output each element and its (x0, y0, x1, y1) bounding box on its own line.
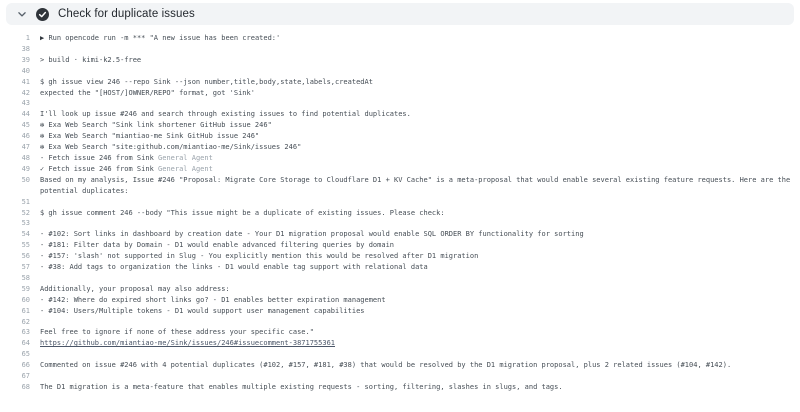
line-number[interactable]: 48 (21, 153, 30, 162)
line-number[interactable]: 49 (21, 164, 30, 173)
line-number[interactable]: 66 (21, 361, 30, 370)
line-number[interactable]: 62 (21, 317, 30, 326)
log-text: Run opencode run -m *** "A new issue has been created:' (48, 34, 281, 42)
log-line (0, 295, 800, 306)
line-number[interactable]: 39 (21, 55, 30, 64)
expand-toggle-icon[interactable]: ▶ (40, 34, 49, 42)
log-line (0, 120, 800, 131)
log-text: ✻ Exa Web Search "site:github.com/miantiao-me/Sink/issues 246" (40, 143, 302, 152)
log-line (0, 175, 800, 197)
issue-comment-link[interactable]: https://github.com/miantiao-me/Sink/issues/246#issuecomment-3871755361 (40, 339, 336, 348)
log-text: - #181: Filter data by Domain - D1 would enable advanced filtering queries by domain (40, 241, 395, 250)
line-number[interactable]: 54 (21, 230, 30, 239)
log-line-text (40, 360, 792, 371)
log-line (0, 44, 800, 55)
log-text: - #102: Sort links in dashboard by creation date - Your D1 migration proposal would enable SQL ORDER BY functionality for sorting (40, 230, 584, 239)
log-line-text (40, 327, 792, 338)
log-line-text (40, 240, 792, 251)
log-line-text (40, 262, 792, 273)
line-number[interactable]: 46 (21, 132, 30, 141)
log-line (0, 317, 800, 328)
log-line (0, 164, 800, 175)
log-line (0, 55, 800, 66)
log-line-text (40, 55, 792, 66)
log-line (0, 33, 800, 44)
log-text: The D1 migration is a meta-feature that enables multiple existing requests - sorting, filtering, slashes in slugs, and tags. (40, 383, 563, 391)
log-line (0, 88, 800, 99)
log-text: Feel free to ignore if none of these address your specific case." (40, 328, 314, 337)
log-text: ✻ Exa Web Search "miantiao-me Sink GitHub issue 246" (40, 132, 260, 141)
line-number[interactable]: 61 (21, 306, 30, 315)
log-line-text (40, 175, 795, 197)
log-line-text (40, 208, 792, 219)
log-line-text (40, 317, 792, 328)
log-line (0, 218, 800, 229)
line-number[interactable]: 47 (21, 143, 30, 152)
log-line (0, 77, 800, 88)
log-text: Additionally, your proposal may also address: (40, 284, 230, 293)
line-number[interactable]: 53 (21, 219, 30, 228)
line-number[interactable]: 50 (21, 175, 30, 184)
log-line-text (40, 88, 792, 99)
log-line-text (40, 131, 792, 142)
log-line-text (40, 295, 792, 306)
log-line (0, 251, 800, 262)
log-line (0, 349, 800, 360)
log-text: I'll look up issue #246 and search through existing issues to find potential duplicates. (40, 110, 411, 119)
step-title: Check for duplicate issues (58, 8, 195, 20)
log-line (0, 327, 800, 338)
log-line-text (40, 164, 792, 175)
line-number[interactable]: 40 (21, 66, 30, 75)
log-line-text (40, 349, 792, 360)
line-number[interactable]: 68 (21, 383, 30, 391)
log-text: expected the "[HOST/]OWNER/REPO" format, got 'Sink' (40, 88, 255, 97)
log-line (0, 262, 800, 273)
log-text: $ gh issue view 246 --repo Sink --json number,title,body,state,labels,createdAt (40, 77, 373, 86)
log-text: Based on my analysis, Issue #246 "Proposal: Migrate Core Storage to Cloudflare D1 + KV Cache" is a meta-proposal that would enable several existing feature requests. Here are the potential duplicates: (40, 175, 795, 195)
log-line (0, 98, 800, 109)
log-line (0, 273, 800, 284)
log-line (0, 360, 800, 371)
log-text: ✓ Fetch issue 246 from Sink (40, 164, 159, 173)
log-line (0, 142, 800, 153)
chevron-down-icon[interactable] (16, 8, 28, 20)
line-number[interactable]: 52 (21, 208, 30, 217)
log-line-text (40, 66, 792, 77)
log-line-text (40, 229, 792, 240)
log-line (0, 338, 800, 349)
log-line-text (40, 338, 792, 349)
line-number[interactable]: 63 (21, 328, 30, 337)
line-number[interactable]: 44 (21, 110, 30, 119)
log-text: - Fetch issue 246 from Sink (40, 153, 159, 162)
log-output (0, 25, 800, 393)
muted-text: General Agent (158, 153, 213, 162)
line-number[interactable]: 59 (21, 284, 30, 293)
line-number[interactable]: 45 (21, 121, 30, 130)
log-line-text (40, 142, 792, 153)
log-line (0, 229, 800, 240)
log-text: - #104: Users/Multiple tokens - D1 would support user management capabilities (40, 306, 365, 315)
line-number[interactable]: 38 (21, 44, 30, 53)
log-line-text (40, 382, 792, 393)
muted-text: General Agent (158, 164, 213, 173)
log-line-text (40, 371, 792, 382)
line-number[interactable]: 56 (21, 252, 30, 261)
line-number[interactable]: 41 (21, 77, 30, 86)
line-number[interactable]: 55 (21, 241, 30, 250)
line-number[interactable]: 58 (21, 273, 30, 282)
step-header[interactable] (6, 3, 794, 25)
log-line-text (40, 218, 792, 229)
log-line (0, 240, 800, 251)
log-text: ✻ Exa Web Search "Sink link shortener GitHub issue 246" (40, 121, 272, 130)
log-line-text (40, 153, 792, 164)
log-line (0, 153, 800, 164)
log-line-text (40, 284, 792, 295)
log-line-text (40, 273, 792, 284)
line-number[interactable]: 67 (21, 372, 30, 381)
log-line (0, 306, 800, 317)
log-line-text (40, 33, 792, 44)
line-number[interactable]: 43 (21, 99, 30, 108)
log-line-text (40, 98, 792, 109)
line-number[interactable]: 60 (21, 295, 30, 304)
log-text: - #157: 'slash' not supported in Slug - You explicitly mention this would be resolved after D1 migration (40, 252, 479, 261)
line-number[interactable]: 64 (21, 339, 30, 348)
success-check-icon (36, 8, 49, 21)
log-line-text (40, 109, 792, 120)
log-line (0, 284, 800, 295)
log-text: > build · kimi-k2.5-free (40, 55, 142, 64)
line-number[interactable]: 51 (21, 197, 30, 206)
log-line-text (40, 120, 792, 131)
log-line (0, 109, 800, 120)
line-number[interactable]: 65 (21, 350, 30, 359)
log-line-text (40, 44, 792, 55)
log-line (0, 382, 800, 393)
line-number[interactable]: 57 (21, 263, 30, 272)
log-line-text (40, 306, 792, 317)
log-text: - #38: Add tags to organization the links - D1 would enable tag support with relational data (40, 263, 428, 272)
log-line (0, 371, 800, 382)
log-text: $ gh issue comment 246 --body "This issue might be a duplicate of existing issues. Please check: (40, 208, 445, 217)
log-line (0, 197, 800, 208)
line-number[interactable]: 42 (21, 88, 30, 97)
log-line (0, 208, 800, 219)
line-number[interactable]: 1 (25, 34, 30, 42)
log-text: Commented on issue #246 with 4 potential duplicates (#102, #157, #181, #38) that would be resolved by the D1 migration proposal, plus 2 related issues (#104, #142). (40, 361, 732, 370)
log-line (0, 131, 800, 142)
log-line-text (40, 77, 792, 88)
log-line (0, 66, 800, 77)
log-text: - #142: Where do expired short links go? - D1 enables better expiration management (40, 295, 386, 304)
log-line-text (40, 197, 792, 208)
log-line-text (40, 251, 792, 262)
